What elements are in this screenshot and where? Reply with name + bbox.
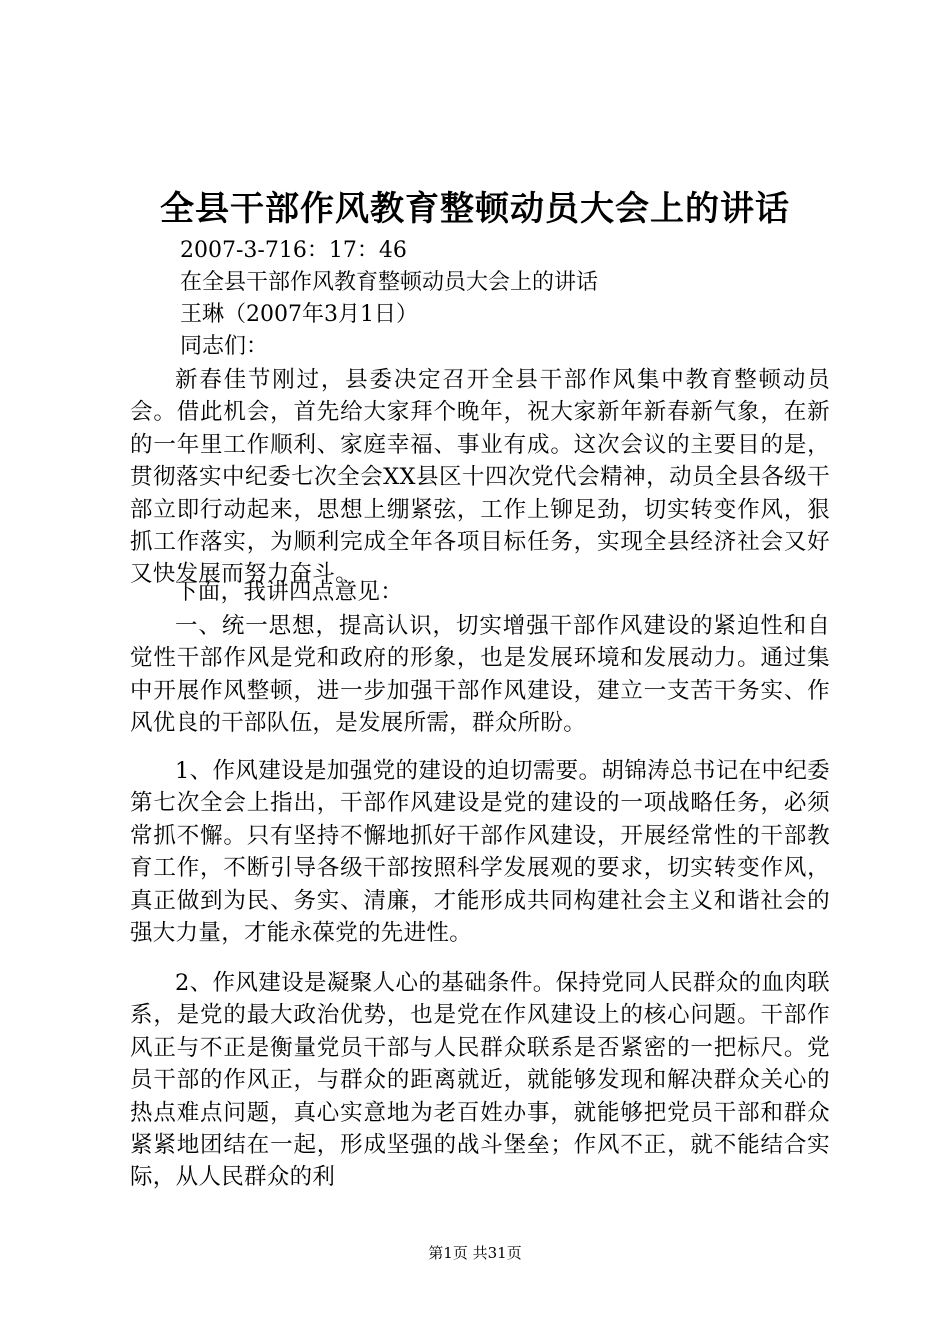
- salutation: 同志们：: [180, 334, 269, 359]
- paragraph-section-one: 一、统一思想，提高认识，切实增强干部作风建设的紧迫性和自觉性干部作风是党和政府的形象，也是发展环境和发展动力。通过集中开展作风整顿，进一步加强干部作风建设，建立一支苦干务实、作风优良的干部队伍，是发展所需，群众所盼。: [130, 613, 830, 737]
- paragraph-point-1: 1、作风建设是加强党的建设的迫切需要。胡锦涛总书记在中纪委第七次全会上指出，干部作风建设是党的建设的一项战略任务，必须常抓不懈。只有坚持不懈地抓好干部作风建设，开展经常性的干部教育工作，不断引导各级干部按照科学发展观的要求，切实转变作风，真正做到为民、务实、清廉，才能形成共同构建社会主义和谐社会的强大力量，才能永葆党的先进性。: [130, 758, 830, 947]
- author-date: 王琳（2007年3月1日）: [180, 302, 418, 327]
- speech-subtitle: 在全县干部作风教育整顿动员大会上的讲话: [180, 270, 599, 295]
- paragraph-intro-points: 下面，我讲四点意见：: [175, 579, 404, 605]
- page-number: 第1页 共31页: [428, 1244, 522, 1262]
- paragraph-point-2: 2、作风建设是凝聚人心的基础条件。保持党同人民群众的血肉联系，是党的最大政治优势，也是党在作风建设上的核心问题。干部作风正与不正是衡量党员干部与人民群众联系是否紧密的一把标尺。党员干部的作风正，与群众的距离就近，就能够发现和解决群众关心的热点难点问题，真心实意地为老百姓办事，就能够把党员干部和群众紧紧地团结在一起，形成坚强的战斗堡垒；作风不正，就不能结合实际，从人民群众的利: [130, 970, 830, 1191]
- document-title: 全县干部作风教育整顿动员大会上的讲话: [160, 189, 790, 229]
- timestamp: 2007-3-716：17：46: [180, 238, 407, 263]
- paragraph-opening: 新春佳节刚过，县委决定召开全县干部作风集中教育整顿动员会。借此机会，首先给大家拜个晚年，祝大家新年新春新气象，在新的一年里工作顺利、家庭幸福、事业有成。这次会议的主要目的是，贯彻落实中纪委七次全会XX县区十四次党代会精神，动员全县各级干部立即行动起来，思想上绷紧弦，工作上铆足劲，切实转变作风，狠抓工作落实，为顺利完成全年各项目标任务，实现全县经济社会又好又快发展而努力奋斗。: [130, 367, 830, 588]
